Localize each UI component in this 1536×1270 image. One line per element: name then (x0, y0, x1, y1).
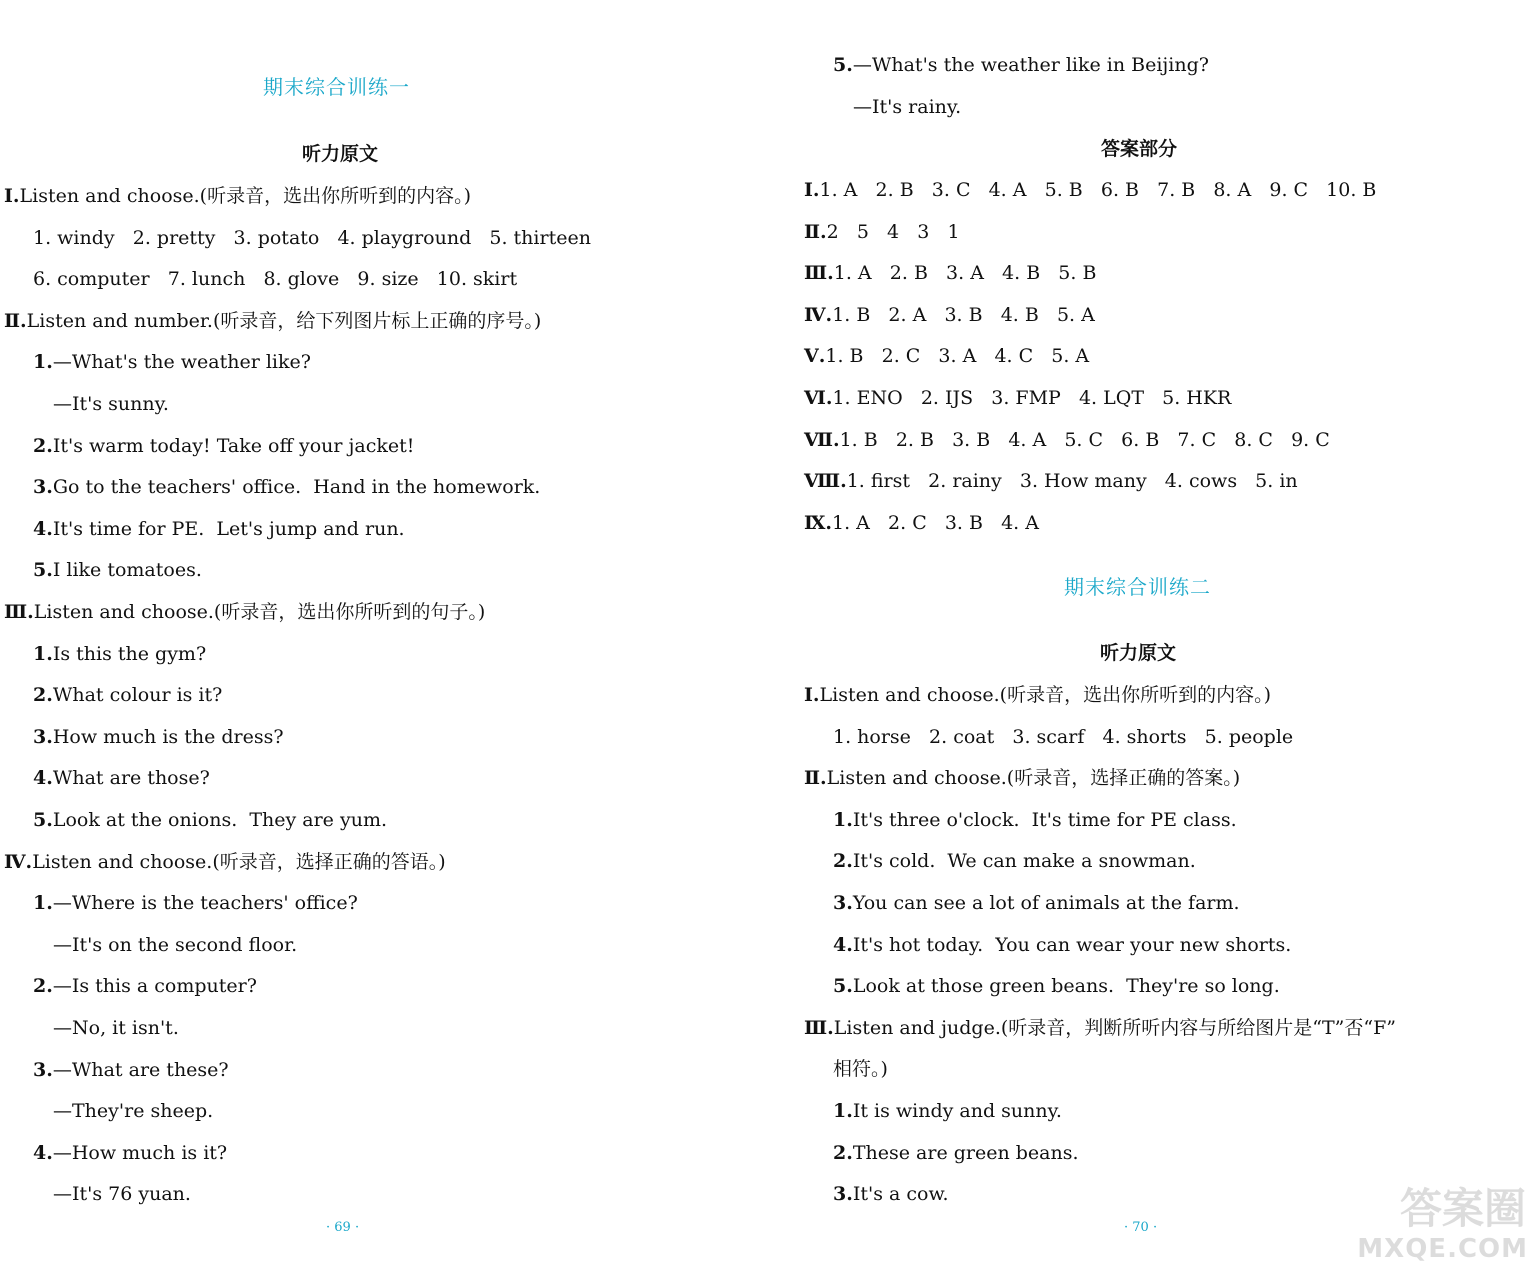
right-line-number: Ⅲ. (804, 1016, 834, 1039)
left-line-text: Look at the onions. They are yum. (52, 809, 387, 831)
left-line-text: Is this the gym? (52, 642, 207, 665)
watermark-line1: 答案圈 (1399, 1184, 1526, 1233)
answer-row-text: 1. A 2. C 3. B 4. A (832, 511, 1039, 534)
left-line-number: 2. (33, 434, 53, 457)
left-line (33, 765, 210, 791)
right-line-number: 1. (833, 1100, 853, 1122)
left-line-number: 3. (33, 1058, 53, 1081)
left-page-title: 期末综合训练一 (263, 75, 410, 99)
right-line (833, 973, 1280, 999)
right-line-text: Listen and choose.(听录音，选出你所听到的内容。) (819, 684, 1271, 706)
answer-row (804, 385, 1231, 411)
left-line-number: 3. (33, 476, 53, 499)
left-line-text: —It's on the second floor. (53, 933, 298, 956)
right-line-text: These are green beans. (852, 1141, 1079, 1164)
left-line (33, 474, 540, 500)
right-top-line (833, 52, 1209, 78)
left-line (4, 849, 446, 875)
right-line-text: It is windy and sunny. (852, 1100, 1062, 1122)
answer-row-number: Ⅷ. (804, 470, 847, 493)
right-page (768, 0, 1536, 1270)
right-line-number: 4. (833, 933, 853, 956)
answer-row-text: 1. B 2. B 3. B 4. A 5. C 6. B 7. C 8. C 9. C (839, 428, 1330, 451)
left-line-number: 1. (33, 351, 53, 374)
left-line (33, 641, 206, 667)
left-line-number: 1. (33, 892, 53, 915)
left-line (33, 266, 517, 292)
left-line-number: 4. (33, 517, 53, 540)
left-line-text: How much is the dress? (52, 725, 284, 748)
answer-row-text: 1. B 2. C 3. A 4. C 5. A (825, 345, 1090, 368)
left-line (4, 308, 541, 334)
left-line-text: 6. computer 7. lunch 8. glove 9. size 10. skirt (33, 268, 518, 291)
left-line (53, 1181, 191, 1207)
left-line-number: 3. (33, 725, 53, 748)
right-line (833, 890, 1240, 916)
left-line-text: —What's the weather like? (52, 351, 311, 374)
left-line (33, 349, 311, 375)
left-line-number: 2. (33, 684, 53, 707)
left-line-text: Listen and number.(听录音，给下列图片标上正确的序号。) (26, 309, 542, 332)
left-line (4, 183, 471, 209)
answer-row-number: Ⅲ. (804, 262, 834, 285)
watermark-logo (1357, 1176, 1532, 1266)
left-line-number: 4. (33, 767, 53, 790)
left-line (53, 932, 297, 958)
left-line-text: —It's 76 yuan. (53, 1183, 191, 1206)
right-top-line (853, 94, 961, 120)
right-line-number: 5. (833, 975, 853, 998)
left-line-number: Ⅰ. (4, 185, 20, 207)
right-line-number: 3. (833, 1183, 853, 1206)
right-line-text: 相符。) (833, 1058, 888, 1081)
left-line-text: Go to the teachers' office. Hand in the homework. (52, 476, 541, 499)
left-line-text: —Where is the teachers' office? (52, 892, 358, 915)
right-line (833, 1098, 1062, 1124)
left-line (33, 1057, 229, 1083)
left-line (53, 1015, 179, 1041)
left-line (33, 433, 414, 459)
right-line-text: Look at those green beans. They're so long. (852, 975, 1280, 998)
right-line (833, 1140, 1079, 1166)
answer-row-text: 1. A 2. B 3. A 4. B 5. B (833, 262, 1097, 285)
left-line-text: —How much is it? (52, 1141, 228, 1164)
answer-row-text: 1. ENO 2. IJS 3. FMP 4. LQT 5. HKR (832, 387, 1232, 409)
answer-row-number: Ⅵ. (804, 387, 833, 409)
answer-row (804, 427, 1330, 453)
right-line-text: 1. horse 2. coat 3. scarf 4. shorts 5. people (833, 725, 1294, 748)
right-line-number: 1. (833, 808, 853, 831)
left-line-number: 5. (33, 559, 53, 582)
right-line (833, 932, 1291, 958)
page-number-right: · 70 · (1124, 1220, 1158, 1235)
left-line (33, 557, 202, 583)
answer-row (804, 468, 1298, 494)
right-line (833, 848, 1196, 874)
left-line-number: 1. (33, 642, 53, 665)
right-line-text: It's a cow. (852, 1183, 949, 1206)
left-line-text: —They're sheep. (53, 1100, 214, 1123)
page-number-left: · 69 · (326, 1220, 360, 1235)
answer-row-text: 1. B 2. A 3. B 4. B 5. A (832, 303, 1095, 326)
left-line-text: Listen and choose.(听录音，选择正确的答语。) (32, 850, 446, 873)
left-line-number: Ⅱ. (4, 309, 27, 332)
left-line (33, 682, 222, 708)
left-line (33, 973, 257, 999)
left-line-text: Listen and choose.(听录音，选出你所听到的内容。) (19, 185, 471, 207)
watermark-line2: MXQE.COM (1357, 1234, 1528, 1264)
left-line-number: 2. (33, 975, 53, 998)
right-line-text: Listen and judge.(听录音，判断所听内容与所给图片是“T”否“F” (833, 1016, 1396, 1039)
answer-row-text: 1. first 2. rainy 3. How many 4. cows 5. in (846, 470, 1298, 493)
left-line (33, 807, 387, 833)
right-line-number: 3. (833, 892, 853, 914)
left-line (4, 599, 485, 625)
right-section-heading: 听力原文 (1100, 642, 1177, 664)
answer-row-number: Ⅶ. (804, 428, 840, 451)
left-line-text: —What are these? (52, 1058, 229, 1081)
answer-row-number: Ⅱ. (804, 220, 827, 243)
right-line (804, 765, 1240, 791)
right-line-text: It's hot today. You can wear your new shorts. (852, 933, 1292, 956)
left-line-number: Ⅳ. (4, 850, 33, 873)
left-line-number: Ⅲ. (4, 601, 34, 623)
left-line (33, 516, 405, 542)
right-line-text: It's three o'clock. It's time for PE class. (852, 808, 1237, 831)
left-line-text: —It's sunny. (53, 393, 169, 415)
left-line-text: —No, it isn't. (53, 1017, 179, 1039)
answer-row-number: Ⅰ. (804, 179, 820, 201)
left-line (33, 724, 284, 750)
answer-row-text: 2 5 4 3 1 (826, 220, 960, 243)
right-line-number: 2. (833, 1141, 853, 1164)
left-section-heading: 听力原文 (302, 143, 379, 165)
left-line-text: It's time for PE. Let's jump and run. (52, 517, 405, 540)
right-line-text: You can see a lot of animals at the farm. (852, 892, 1240, 914)
left-line (53, 391, 169, 417)
left-line-text: I like tomatoes. (52, 559, 202, 582)
answers-heading: 答案部分 (1101, 138, 1178, 160)
answer-row (804, 510, 1039, 536)
left-line-text: —Is this a computer? (52, 975, 257, 998)
right-top-line-text: —What's the weather like in Beijing? (852, 54, 1209, 76)
left-line (33, 890, 358, 916)
left-line-text: What are those? (52, 767, 210, 790)
right-line-number: 2. (833, 850, 853, 873)
answer-row (804, 177, 1376, 203)
right-line-text: It's cold. We can make a snowman. (852, 850, 1196, 873)
right-line (833, 724, 1293, 750)
answer-row (804, 219, 960, 245)
left-line-text: 1. windy 2. pretty 3. potato 4. playground 5. thirteen (33, 226, 591, 249)
answer-row-text: 1. A 2. B 3. C 4. A 5. B 6. B 7. B 8. A 9. C 10. B (819, 179, 1377, 201)
left-line (53, 1098, 213, 1124)
answer-row (804, 260, 1096, 286)
right-line (833, 1181, 949, 1207)
left-line-text: It's warm today! Take off your jacket! (52, 434, 415, 457)
right-line-number: Ⅱ. (804, 767, 827, 790)
left-line-text: What colour is it? (52, 684, 223, 707)
right-top-line-number: 5. (833, 54, 853, 76)
right-line (833, 1056, 888, 1082)
right-line (804, 1015, 1396, 1041)
right-line-number: Ⅰ. (804, 684, 820, 706)
answer-row (804, 302, 1095, 328)
right-page-title: 期末综合训练二 (1064, 575, 1211, 599)
left-line-number: 5. (33, 809, 53, 831)
left-line (33, 1140, 227, 1166)
left-line (33, 225, 591, 251)
answer-row-number: Ⅴ. (804, 345, 826, 368)
answer-row-number: Ⅳ. (804, 303, 833, 326)
right-line (833, 807, 1237, 833)
right-line-text: Listen and choose.(听录音，选择正确的答案。) (826, 767, 1241, 790)
answer-row (804, 343, 1089, 369)
left-line-text: Listen and choose.(听录音，选出你所听到的句子。) (33, 601, 486, 623)
right-line (804, 682, 1271, 708)
right-top-line-text: —It's rainy. (853, 95, 962, 118)
left-line-number: 4. (33, 1141, 53, 1164)
answer-row-number: Ⅸ. (804, 511, 833, 534)
